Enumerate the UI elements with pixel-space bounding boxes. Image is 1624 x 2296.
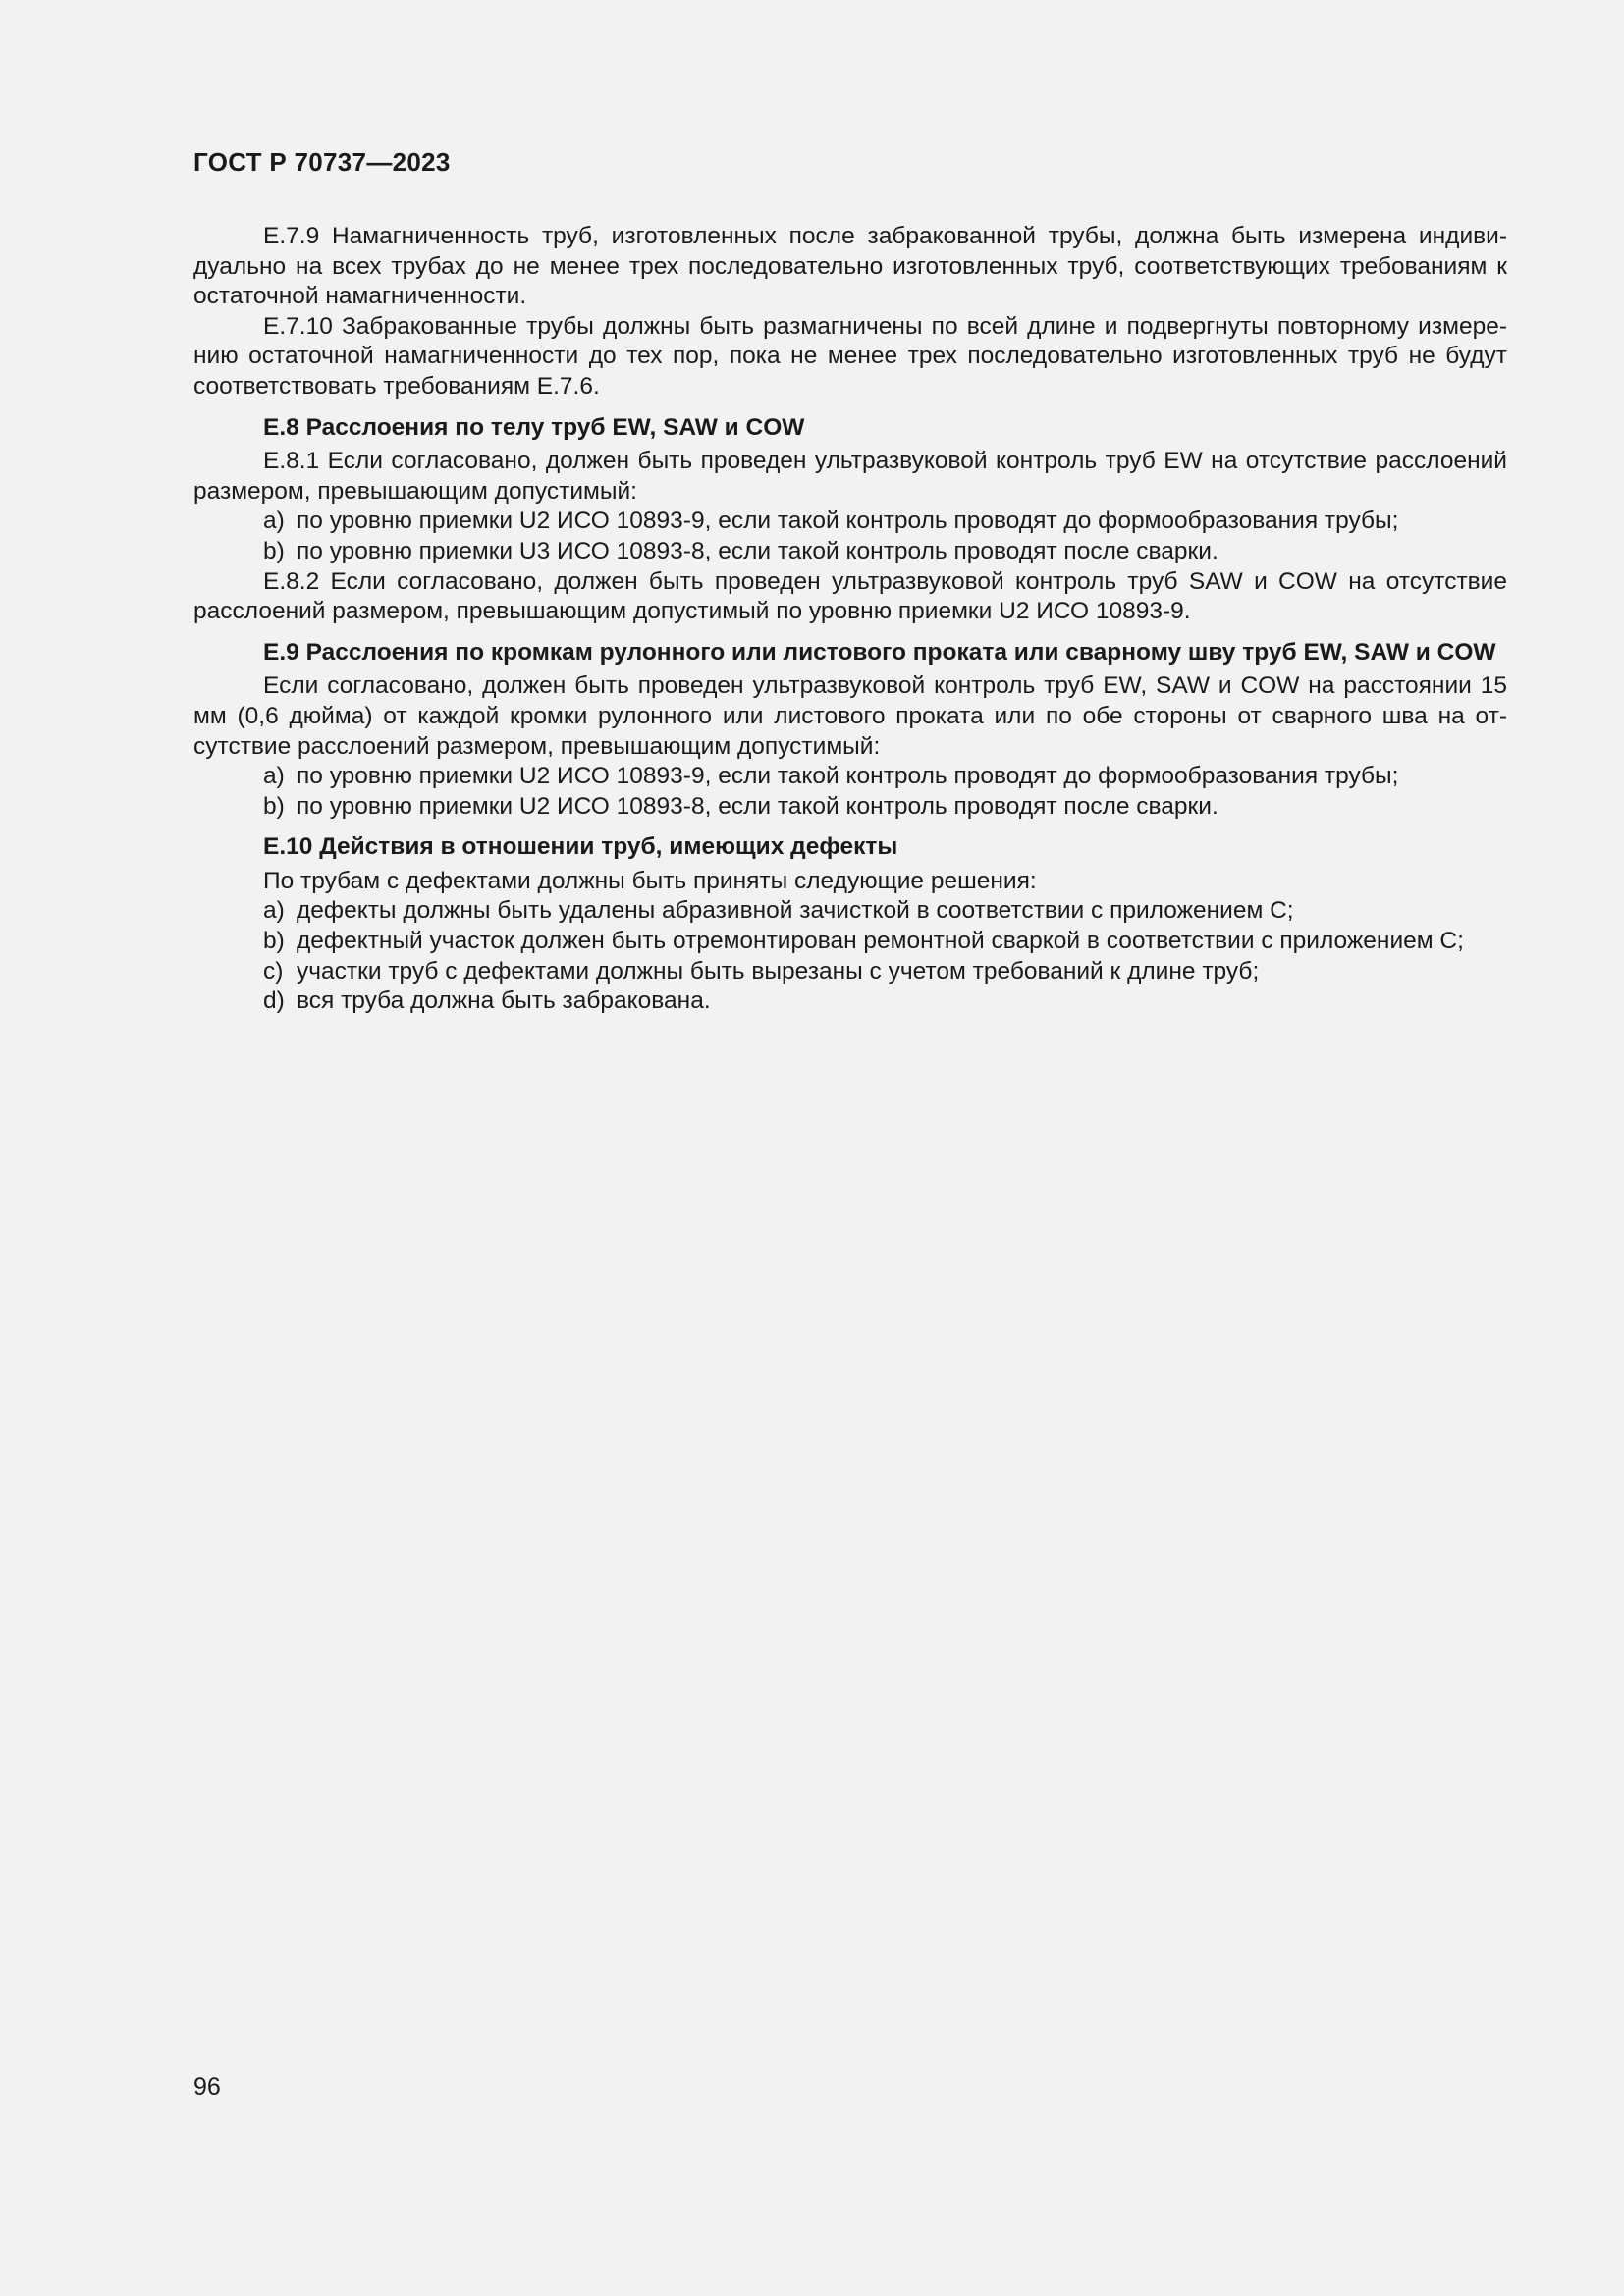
section-heading-e9: Е.9 Расслоения по кромкам рулонного или листового проката или сварному шву труб EW, SAW и COW bbox=[263, 638, 1496, 666]
list-item-text: по уровню приемки U2 ИСО 10893-8, если такой контроль проводят после сварки. bbox=[297, 792, 1218, 820]
clause-e9-text: Если согласовано, должен быть проведен ультразвуковой контроль труб EW, SAW и COW на расстоянии 15 мм (0,6 дюйма) от каждой кромки рулонного или листового проката или по обе стороны от сварного шва на отсутствие расслоений размером, превышающим допустимый: bbox=[193, 672, 1507, 760]
list-marker: a) bbox=[263, 897, 285, 925]
section-heading-e10: Е.10 Действия в отношении труб, имеющих дефекты bbox=[263, 833, 898, 861]
list-marker: d) bbox=[263, 988, 285, 1015]
list-item bbox=[193, 537, 1507, 567]
clause-e10-intro: По трубам с дефектами должны быть приняты следующие решения: bbox=[263, 867, 1037, 894]
list-marker: c) bbox=[263, 957, 284, 985]
clause-e8-2: Е.8.2 Если согласовано, должен быть проведен ультразвуковой контроль труб SAW и COW на отсутствие расслоений размером, превышающим допустимый по уровню приемки U2 ИСО 10893-9. bbox=[193, 567, 1507, 625]
list-item-text: дефекты должны быть удалены абразивной зачисткой в соответствии с приложением С; bbox=[297, 897, 1294, 925]
list-item bbox=[193, 792, 1507, 823]
list-marker: b) bbox=[263, 537, 285, 564]
list-item-text: по уровню приемки U2 ИСО 10893-9, если такой контроль проводят до формообразования трубы; bbox=[297, 763, 1399, 790]
clause-e7-10: Е.7.10 Забракованные трубы должны быть размагничены по всей длине и подвергнуты повторному измерению остаточной намагниченности до тех пор, пока не менее трех последовательно изготовленных труб не будут соответствовать требованиям Е.7.6. bbox=[193, 312, 1507, 400]
list-item bbox=[193, 927, 1507, 957]
list-marker: b) bbox=[263, 792, 285, 820]
list-marker: b) bbox=[263, 928, 285, 955]
document-body bbox=[193, 222, 1507, 1017]
clause-e7-9: Е.7.9 Намагниченность труб, изготовленных после забракованной трубы, должна быть измерена индивидуально на всех трубах до не менее трех последовательно изготовленных труб, соответствующих требованиям к остаточной намагниченности. bbox=[193, 223, 1507, 310]
list-item bbox=[193, 957, 1507, 988]
list-item bbox=[193, 987, 1507, 1017]
list-marker: a) bbox=[263, 507, 285, 535]
page-number: 96 bbox=[193, 2073, 221, 2101]
list-item-text: по уровню приемки U2 ИСО 10893-9, если такой контроль проводят до формообразования трубы; bbox=[297, 507, 1399, 535]
list-item-text: дефектный участок должен быть отремонтирован ремонтной сваркой в соответствии с приложением С; bbox=[297, 928, 1464, 955]
list-marker: a) bbox=[263, 763, 285, 790]
list-item-text: вся труба должна быть забракована. bbox=[297, 988, 711, 1015]
clause-e8-1: Е.8.1 Если согласовано, должен быть проведен ультразвуковой контроль труб EW на отсутствие расслоений размером, превышающим допустимый: bbox=[193, 448, 1507, 505]
list-item bbox=[193, 507, 1507, 537]
document-code-header: ГОСТ Р 70737—2023 bbox=[193, 147, 451, 177]
list-item-text: по уровню приемки U3 ИСО 10893-8, если такой контроль проводят после сварки. bbox=[297, 537, 1218, 564]
list-item bbox=[193, 896, 1507, 927]
list-item-text: участки труб с дефектами должны быть вырезаны с учетом требований к длине труб; bbox=[297, 957, 1260, 985]
list-item bbox=[193, 762, 1507, 792]
section-heading-e8: Е.8 Расслоения по телу труб EW, SAW и COW bbox=[263, 413, 805, 441]
